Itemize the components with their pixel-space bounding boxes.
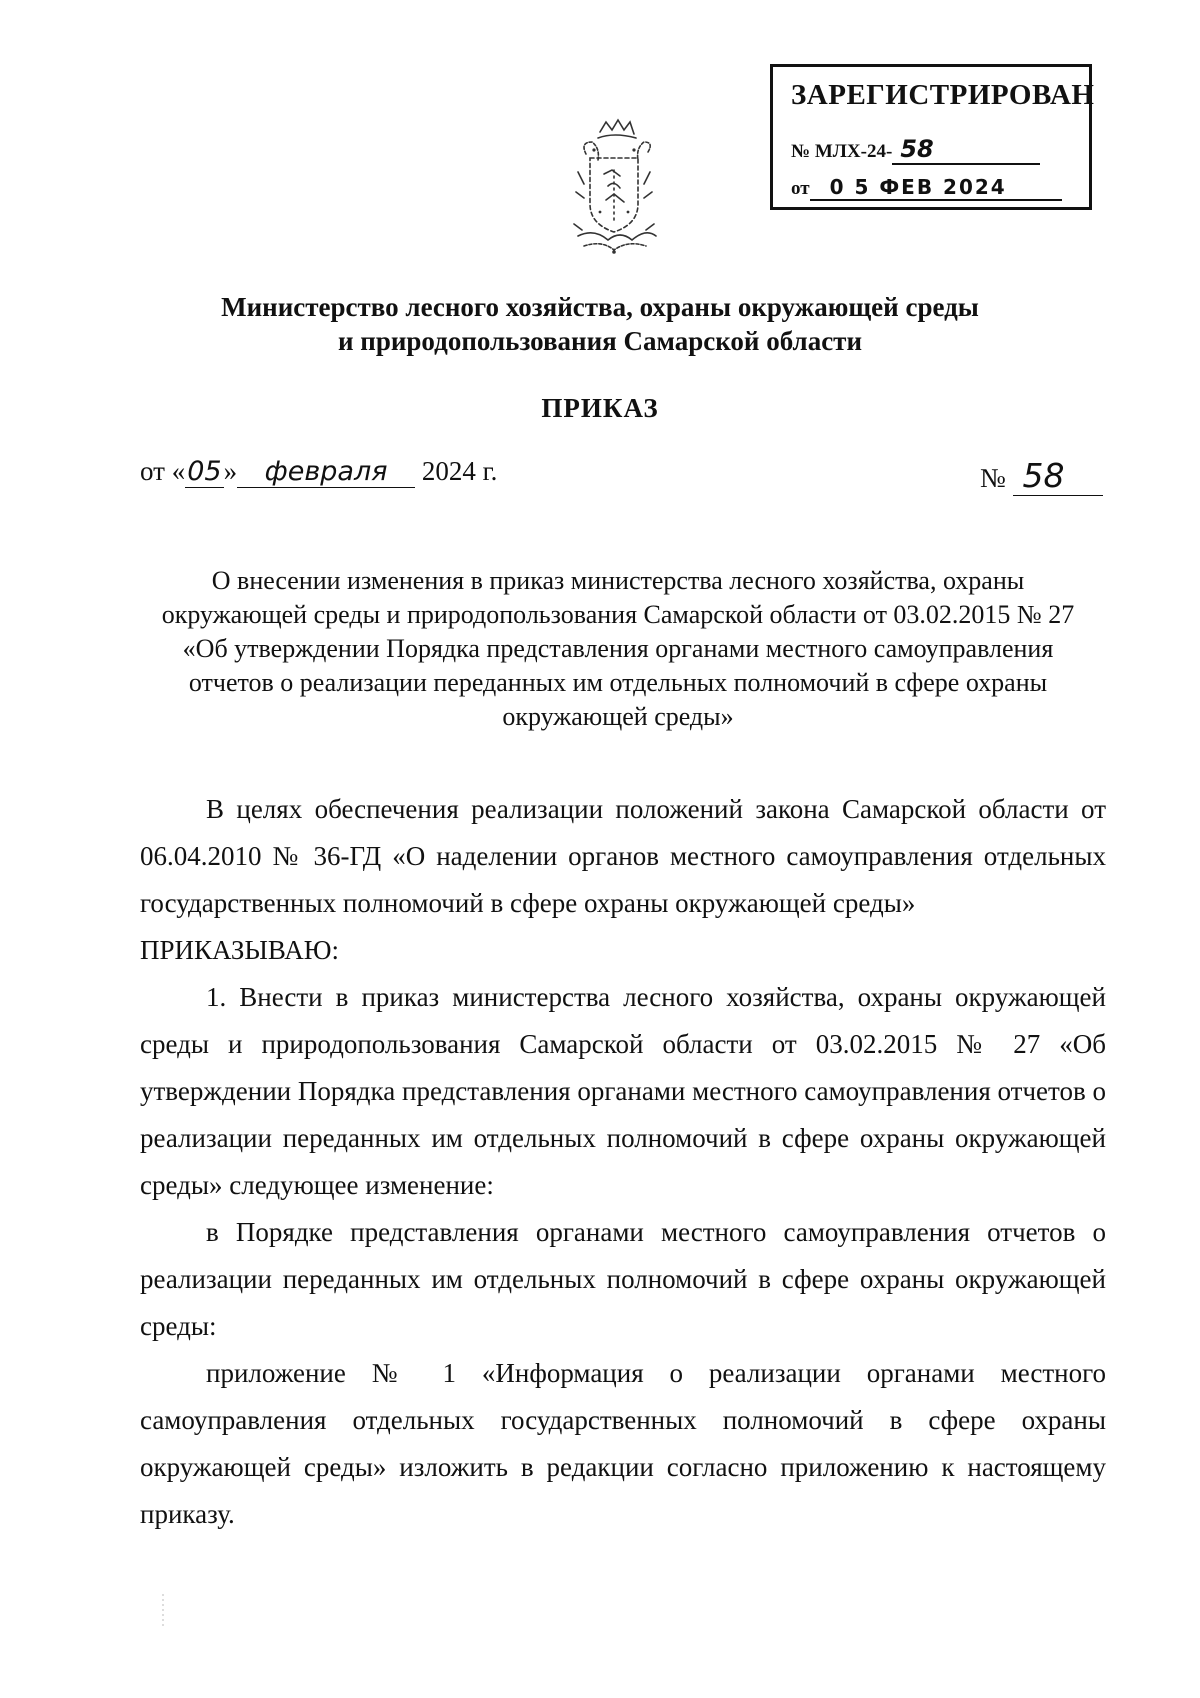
order-word: ПРИКАЗЫВАЮ:: [140, 935, 339, 965]
registration-number-line: [791, 135, 1040, 165]
order-body: [140, 786, 1106, 1538]
order-date-month: февраля: [237, 456, 415, 488]
order-number-label: №: [980, 463, 1006, 493]
item-1-subparagraph-a: в Порядке представления органами местного самоуправления отчетов о реализации переданных им отдельных полномочий в сфере охраны окружающей среды:: [140, 1217, 1106, 1341]
registration-date-value: 0 5 ФЕВ 2024: [810, 175, 1062, 201]
ministry-name-line-2: и природопользования Самарской области: [337, 326, 863, 356]
item-1-paragraph: 1. Внести в приказ министерства лесного хозяйства, охраны окружающей среды и природопользования Самарской области от 03.02.2015 № 27 «Об утверждении Порядка представления органами местного самоуправления отчетов о реализации переданных им отдельных полномочий в сфере охраны окружающей среды» следующее изменение:: [140, 982, 1106, 1200]
registration-stamp: [770, 64, 1095, 210]
registration-number-value: 58: [892, 135, 1040, 165]
order-number-value: 58: [1013, 456, 1103, 496]
scan-margin-mark: [158, 1592, 168, 1628]
order-date-day: 05: [187, 456, 222, 487]
registration-stamp-title: ЗАРЕГИСТРИРОВАН: [791, 79, 1095, 111]
ministry-name-line-1: Министерство лесного хозяйства, охраны окружающей среды: [221, 292, 979, 322]
document-type-title: ПРИКАЗ: [541, 393, 659, 423]
order-date-mid: »: [223, 456, 238, 486]
order-number: [980, 456, 1103, 496]
item-1-subparagraph-b: приложение № 1 «Информация о реализации органами местного самоуправления отдельных государственных полномочий в сфере охраны окружающей среды» изложить в редакции согласно приложению к настоящему приказу.: [140, 1358, 1106, 1529]
order-date: [140, 456, 497, 488]
order-subject: О внесении изменения в приказ министерства лесного хозяйства, охраны окружающей среды и природопользования Самарской области от 03.02.2015 № 27 «Об утверждении Порядка представления органами местного самоуправления отчетов о реализации переданных им отдельных полномочий в сфере охраны окружающей среды»: [161, 566, 1075, 731]
preamble-paragraph: В целях обеспечения реализации положений закона Самарской области от 06.04.2010 № 36-ГД «О наделении органов местного самоуправления отдельных государственных полномочий в сфере охраны окружающей среды»: [140, 794, 1106, 918]
ministry-name: [0, 290, 1200, 358]
registration-date-line: [791, 175, 1062, 201]
coat-of-arms-emblem: [554, 112, 674, 258]
registration-number-label: № МЛХ-24-: [791, 141, 893, 162]
registration-date-label: от: [791, 178, 810, 199]
order-date-year: 2024 г.: [421, 456, 498, 486]
order-date-prefix: от «: [140, 456, 186, 486]
